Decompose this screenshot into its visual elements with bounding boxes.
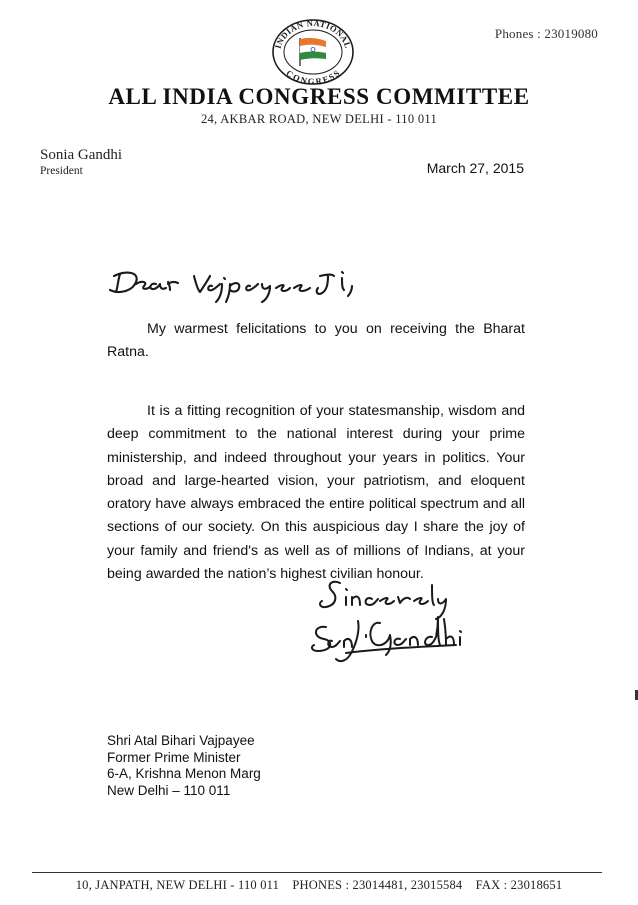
footer-contact: 10, JANPATH, NEW DELHI - 110 011 PHONES : 23014481, 23015584 FAX : 23018651 <box>75 878 563 892</box>
phones-number: Phones : 23019080 <box>494 26 598 41</box>
handwritten-salutation <box>106 262 366 308</box>
recipient-line: Shri Atal Bihari Vajpayee <box>107 733 255 748</box>
body-paragraph-2: It is a fitting recognition of your statesmanship, wisdom and deep commitment to the national interest during your prime ministership, and indeed throughout your years in politics. Your broad and large-hearted vision, your patriotism, and eloquent oratory have always embraced the entire political spectrum and all sections of our society. On this auspicious day I share the joy of your family and friend's as well as of millions of Indians, at your being awarded the nation’s highest civilian honour. <box>107 403 525 583</box>
organization-address: 24, AKBAR ROAD, NEW DELHI - 110 011 <box>200 112 438 126</box>
recipient-address <box>107 733 261 799</box>
letter-date: March 27, 2015 <box>426 160 524 176</box>
sender-name: Sonia Gandhi <box>40 147 123 163</box>
handwritten-signature <box>306 575 466 665</box>
congress-emblem-icon <box>270 16 356 86</box>
organization-name: ALL INDIA CONGRESS COMMITTEE <box>108 84 530 109</box>
recipient-line: New Delhi – 110 011 <box>107 782 231 798</box>
svg-text:CONGRESS: CONGRESS <box>284 67 342 86</box>
footer-divider <box>32 872 602 873</box>
sender-title: President <box>40 165 83 177</box>
recipient-line: Former Prime Minister <box>107 749 241 765</box>
recipient-line: 6-A, Krishna Menon Marg <box>107 766 261 781</box>
body-paragraph-1: My warmest felicitations to you on receiving the Bharat Ratna. <box>107 321 525 361</box>
svg-text:INDIAN NATIONAL: INDIAN NATIONAL <box>272 17 354 50</box>
